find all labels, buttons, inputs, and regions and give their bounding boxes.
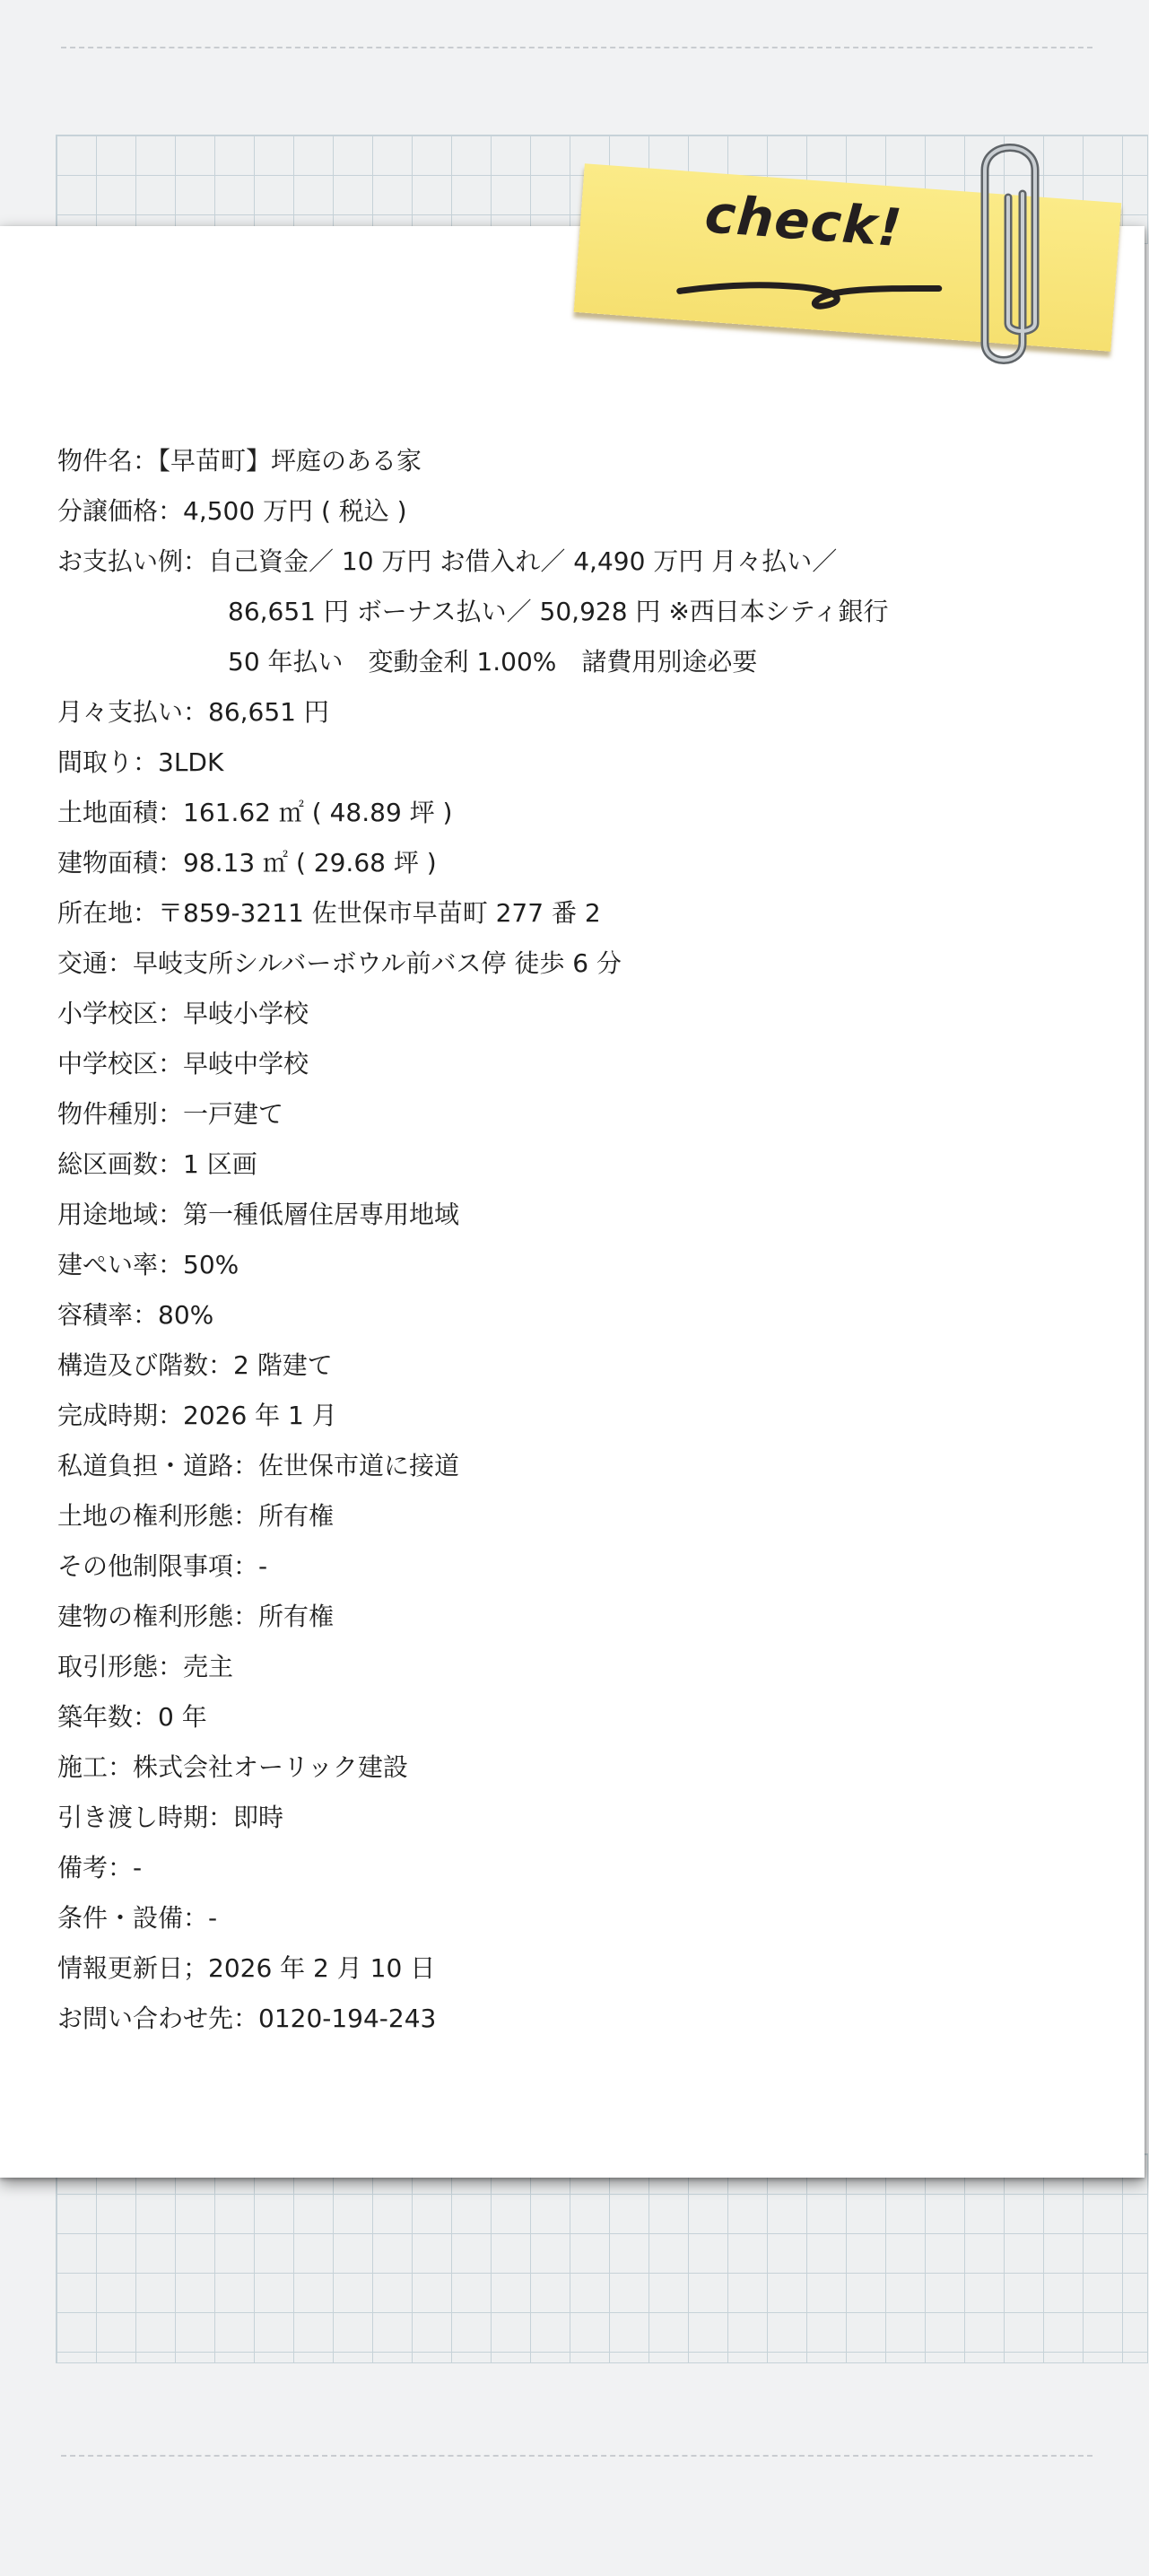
detail-row: 備考：- bbox=[57, 1853, 143, 1882]
detail-row: 引き渡し時期：即時 bbox=[57, 1803, 284, 1832]
detail-row-continuation: 50 年払い 変動金利 1.00% 諸費用別途必要 bbox=[228, 647, 758, 677]
detail-row: 構造及び階数：2 階建て bbox=[57, 1350, 333, 1380]
detail-row: 間取り：3LDK bbox=[57, 747, 224, 777]
detail-row: 完成時期：2026 年 1 月 bbox=[57, 1401, 337, 1430]
detail-row-payment-example bbox=[57, 537, 1089, 687]
detail-row: 分譲価格：4,500 万円 ( 税込 ) bbox=[57, 496, 407, 526]
detail-row: 建物の権利形態：所有権 bbox=[57, 1602, 335, 1631]
detail-row: 交通：早岐支所シルバーボウル前バス停 徒歩 6 分 bbox=[57, 948, 622, 978]
detail-row: 用途地域：第一種低層住居専用地域 bbox=[57, 1200, 460, 1229]
detail-row: 月々支払い：86,651 円 bbox=[57, 697, 329, 727]
property-details-list bbox=[57, 436, 1089, 2044]
detail-row: 土地面積：161.62 ㎡ ( 48.89 坪 ) bbox=[57, 798, 453, 827]
detail-row: 私道負担・道路：佐世保市道に接道 bbox=[57, 1451, 460, 1480]
detail-row: 物件種別：一戸建て bbox=[57, 1099, 284, 1129]
detail-row: 総区画数：1 区画 bbox=[57, 1149, 257, 1179]
detail-row: 物件名：【早苗町】坪庭のある家 bbox=[57, 446, 422, 476]
detail-row-contact: お問い合わせ先：0120-194-243 bbox=[57, 2004, 437, 2033]
detail-row: 条件・設備：- bbox=[57, 1903, 218, 1933]
detail-row-continuation: 86,651 円 ボーナス払い／ 50,928 円 ※西日本シティ銀行 bbox=[228, 597, 889, 626]
paperclip-icon bbox=[953, 135, 1051, 386]
detail-row: 容積率：80% bbox=[57, 1300, 214, 1330]
sticky-note-text: check! bbox=[702, 183, 905, 259]
detail-row: 小学校区：早岐小学校 bbox=[57, 999, 309, 1028]
bottom-dashed-divider bbox=[61, 2455, 1092, 2457]
detail-row: 取引形態：売主 bbox=[57, 1652, 234, 1681]
detail-row: 施工：株式会社オーリック建設 bbox=[57, 1752, 408, 1782]
detail-row: 土地の権利形態：所有権 bbox=[57, 1501, 335, 1531]
detail-row: 建ぺい率：50% bbox=[57, 1250, 239, 1279]
detail-row: 建物面積：98.13 ㎡ ( 29.68 坪 ) bbox=[57, 848, 437, 878]
detail-row: その他制限事項：- bbox=[57, 1551, 268, 1581]
graph-paper-bottom bbox=[56, 2153, 1148, 2363]
detail-row: 所在地：〒859-3211 佐世保市早苗町 277 番 2 bbox=[57, 898, 601, 928]
detail-row-text: お支払い例：自己資金／ 10 万円 お借入れ／ 4,490 万円 月々払い／ bbox=[57, 546, 838, 576]
top-dashed-divider bbox=[61, 47, 1092, 48]
detail-row: 築年数：0 年 bbox=[57, 1702, 207, 1732]
detail-row: 情報更新日；2026 年 2 月 10 日 bbox=[57, 1953, 436, 1983]
squiggle-underline-icon bbox=[674, 258, 945, 323]
detail-row: 中学校区：早岐中学校 bbox=[57, 1049, 309, 1078]
